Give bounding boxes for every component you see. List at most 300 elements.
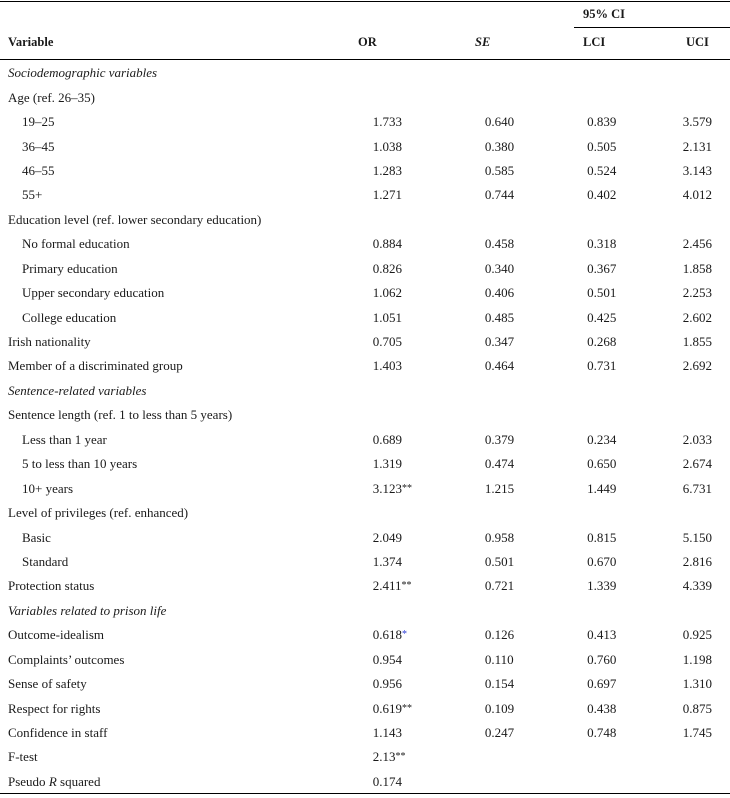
table-row (0, 745, 730, 769)
se-cell (485, 721, 587, 745)
or-value: 2.411 (372, 578, 402, 594)
variable-label: Confidence in staff (8, 725, 108, 741)
table-row (0, 623, 730, 647)
or-cell (373, 721, 485, 745)
se-cell (485, 599, 587, 623)
uci-cell (683, 696, 730, 720)
se-value: 0.585 (484, 162, 515, 178)
lci-cell (587, 525, 683, 549)
section-header-row (0, 61, 730, 85)
se-cell (485, 574, 587, 598)
table-row (0, 281, 730, 305)
se-value: 0.464 (484, 358, 515, 374)
uci-value: 3.579 (682, 114, 712, 130)
or-value: 0.618 (372, 627, 402, 643)
variable-label: No formal education (22, 236, 130, 252)
se-value: 0.744 (484, 187, 515, 203)
variable-label: Sentence length (ref. 1 to less than 5 years) (8, 407, 233, 423)
or-cell (373, 501, 485, 525)
lci-cell (587, 379, 683, 403)
variable-cell (0, 110, 373, 134)
or-value: 2.13 (372, 749, 396, 765)
or-value: 0.954 (372, 651, 402, 667)
uci-value: 1.858 (682, 260, 712, 276)
uci-column-header: UCI (686, 35, 709, 49)
group-header-row (0, 85, 730, 109)
lci-value: 0.505 (587, 138, 617, 154)
uci-value: 2.033 (682, 431, 712, 447)
table-row (0, 183, 730, 207)
uci-cell (683, 770, 730, 794)
or-cell (373, 281, 485, 305)
variable-label: Sentence-related variables (8, 382, 147, 398)
or-value: 0.689 (372, 431, 402, 447)
lci-value: 0.815 (587, 529, 617, 545)
variable-label: Outcome-idealism (8, 627, 105, 643)
variable-cell (0, 232, 373, 256)
uci-cell (683, 354, 730, 378)
variable-cell (0, 721, 373, 745)
or-value: 0.619 (372, 700, 402, 716)
lci-value: 0.268 (587, 334, 617, 350)
significance-marker: ** (401, 702, 412, 714)
uci-cell (683, 525, 730, 549)
or-cell (373, 305, 485, 329)
se-value: 0.721 (484, 578, 515, 594)
variable-label: Pseudo R squared (8, 773, 101, 789)
variable-label: Irish nationality (8, 334, 91, 350)
variable-label: Respect for rights (8, 700, 101, 716)
uci-value: 2.602 (682, 309, 712, 325)
header-rule (0, 59, 730, 60)
se-cell (485, 85, 587, 109)
or-cell (373, 134, 485, 158)
uci-value: 4.339 (682, 578, 712, 594)
se-value: 0.501 (484, 553, 515, 569)
or-cell (373, 696, 485, 720)
or-cell (373, 403, 485, 427)
or-value: 0.826 (372, 260, 402, 276)
lci-value: 0.367 (587, 260, 617, 276)
uci-cell (683, 257, 730, 281)
table-row (0, 257, 730, 281)
table-row (0, 354, 730, 378)
variable-label: 19–25 (22, 114, 55, 130)
se-cell (485, 257, 587, 281)
uci-cell (683, 110, 730, 134)
table-row (0, 696, 730, 720)
lci-cell (587, 330, 683, 354)
se-value: 0.110 (484, 651, 514, 667)
variable-label: 55+ (22, 187, 43, 203)
or-value: 1.403 (372, 358, 402, 374)
variable-label: Age (ref. 26–35) (8, 89, 95, 105)
or-cell (373, 525, 485, 549)
or-cell (373, 476, 485, 500)
or-cell (373, 550, 485, 574)
or-value: 1.283 (372, 162, 402, 178)
uci-value: 6.731 (682, 480, 712, 496)
lci-value: 0.402 (587, 187, 617, 203)
variable-cell (0, 648, 373, 672)
variable-label: Complaints’ outcomes (8, 651, 125, 667)
variable-label: Less than 1 year (22, 431, 107, 447)
or-value: 0.956 (372, 676, 402, 692)
variable-cell (0, 770, 373, 794)
se-value: 0.640 (484, 114, 515, 130)
variable-label: 36–45 (22, 138, 55, 154)
se-value: 0.485 (484, 309, 515, 325)
or-cell (373, 61, 485, 85)
uci-cell (683, 379, 730, 403)
lci-cell (587, 85, 683, 109)
se-value: 0.958 (484, 529, 515, 545)
lci-cell (587, 721, 683, 745)
or-cell (373, 354, 485, 378)
uci-cell (683, 330, 730, 354)
uci-value: 1.310 (682, 676, 712, 692)
variable-cell (0, 476, 373, 500)
variable-label: Protection status (8, 578, 95, 594)
significance-marker: * (401, 629, 407, 641)
se-value: 0.406 (484, 285, 515, 301)
variable-label: Member of a discriminated group (8, 358, 183, 374)
or-cell (373, 648, 485, 672)
uci-value: 1.855 (682, 334, 712, 350)
variable-cell (0, 281, 373, 305)
uci-cell (683, 183, 730, 207)
variable-label: 46–55 (22, 162, 55, 178)
lci-cell (587, 257, 683, 281)
significance-marker: ** (395, 751, 406, 763)
uci-value: 2.131 (682, 138, 712, 154)
uci-cell (683, 452, 730, 476)
variable-cell (0, 208, 373, 232)
lci-cell (587, 599, 683, 623)
table-body (0, 61, 730, 794)
lci-value: 0.318 (587, 236, 617, 252)
se-cell (485, 379, 587, 403)
lci-value: 0.425 (587, 309, 617, 325)
lci-value: 0.748 (587, 725, 617, 741)
uci-value: 2.692 (682, 358, 712, 374)
se-cell (485, 305, 587, 329)
or-cell (373, 770, 485, 794)
lci-cell (587, 745, 683, 769)
or-cell (373, 85, 485, 109)
se-value: 0.247 (484, 725, 515, 741)
se-value: 0.379 (484, 431, 515, 447)
table-row (0, 452, 730, 476)
se-cell (485, 452, 587, 476)
group-header-row (0, 501, 730, 525)
variable-label: Variables related to prison life (8, 602, 167, 618)
lci-cell (587, 672, 683, 696)
se-cell (485, 110, 587, 134)
uci-cell (683, 403, 730, 427)
uci-value: 2.456 (682, 236, 712, 252)
table-row (0, 330, 730, 354)
or-cell (373, 183, 485, 207)
variable-cell (0, 550, 373, 574)
se-cell (485, 623, 587, 647)
uci-value: 0.925 (682, 627, 712, 643)
table-row (0, 305, 730, 329)
variable-label: Standard (22, 553, 69, 569)
variable-cell (0, 159, 373, 183)
uci-cell (683, 159, 730, 183)
se-value: 0.347 (484, 334, 515, 350)
or-column-header: OR (358, 35, 377, 49)
variable-cell (0, 672, 373, 696)
group-header-row (0, 208, 730, 232)
uci-value: 2.674 (682, 456, 712, 472)
or-cell (373, 672, 485, 696)
table-row (0, 672, 730, 696)
uci-cell (683, 281, 730, 305)
variable-cell (0, 574, 373, 598)
table-row (0, 232, 730, 256)
variable-label: Primary education (22, 260, 118, 276)
lci-column-header: LCI (583, 35, 606, 49)
or-value: 1.051 (372, 309, 402, 325)
variable-cell (0, 525, 373, 549)
or-value: 1.143 (372, 725, 402, 741)
variable-cell (0, 85, 373, 109)
or-cell (373, 452, 485, 476)
se-cell (485, 745, 587, 769)
uci-value: 3.143 (682, 162, 712, 178)
se-cell (485, 354, 587, 378)
ci-group-header: 95% CI (583, 7, 626, 21)
se-cell (485, 403, 587, 427)
lci-cell (587, 134, 683, 158)
lci-cell (587, 696, 683, 720)
se-cell (485, 648, 587, 672)
or-cell (373, 428, 485, 452)
lci-value: 0.524 (587, 162, 617, 178)
uci-cell (683, 550, 730, 574)
uci-value: 4.012 (682, 187, 712, 203)
se-cell (485, 281, 587, 305)
se-cell (485, 476, 587, 500)
variable-cell (0, 696, 373, 720)
se-value: 0.458 (484, 236, 515, 252)
table-row (0, 721, 730, 745)
table-row (0, 159, 730, 183)
uci-value: 1.198 (682, 651, 712, 667)
se-cell (485, 696, 587, 720)
group-header-row (0, 403, 730, 427)
table-row (0, 525, 730, 549)
lci-value: 0.760 (587, 651, 617, 667)
se-cell (485, 770, 587, 794)
variable-label: Upper secondary education (22, 285, 165, 301)
or-cell (373, 208, 485, 232)
variable-label: Level of privileges (ref. enhanced) (8, 505, 189, 521)
table-row (0, 550, 730, 574)
variable-cell (0, 403, 373, 427)
or-value: 1.271 (372, 187, 402, 203)
or-value: 0.705 (372, 334, 402, 350)
uci-cell (683, 574, 730, 598)
lci-value: 0.438 (587, 700, 617, 716)
uci-value: 5.150 (682, 529, 712, 545)
ci-group-rule (574, 27, 730, 28)
lci-cell (587, 623, 683, 647)
uci-cell (683, 623, 730, 647)
se-value: 0.126 (484, 627, 515, 643)
lci-cell (587, 159, 683, 183)
se-value: 0.380 (484, 138, 515, 154)
variable-cell (0, 428, 373, 452)
se-cell (485, 183, 587, 207)
lci-value: 1.339 (587, 578, 617, 594)
variable-column-header: Variable (8, 35, 54, 49)
lci-cell (587, 61, 683, 85)
or-cell (373, 232, 485, 256)
table-row (0, 134, 730, 158)
uci-cell (683, 428, 730, 452)
variable-label: Education level (ref. lower secondary education) (8, 211, 262, 227)
uci-cell (683, 85, 730, 109)
variable-cell (0, 379, 373, 403)
lci-cell (587, 281, 683, 305)
variable-cell (0, 134, 373, 158)
significance-marker: ** (401, 482, 412, 494)
se-cell (485, 672, 587, 696)
se-cell (485, 550, 587, 574)
lci-value: 0.697 (587, 676, 617, 692)
uci-cell (683, 305, 730, 329)
lci-value: 0.234 (587, 431, 617, 447)
lci-value: 0.670 (587, 553, 617, 569)
variable-cell (0, 354, 373, 378)
or-value: 1.374 (372, 553, 402, 569)
lci-cell (587, 428, 683, 452)
se-cell (485, 501, 587, 525)
uci-cell (683, 476, 730, 500)
table-row (0, 110, 730, 134)
lci-cell (587, 550, 683, 574)
or-cell (373, 330, 485, 354)
lci-value: 0.839 (587, 114, 617, 130)
se-cell (485, 330, 587, 354)
lci-cell (587, 452, 683, 476)
or-value: 1.319 (372, 456, 402, 472)
or-value: 0.884 (372, 236, 402, 252)
lci-cell (587, 476, 683, 500)
or-value: 0.174 (372, 773, 402, 789)
lci-value: 0.413 (587, 627, 617, 643)
se-value: 0.340 (484, 260, 515, 276)
or-cell (373, 110, 485, 134)
variable-cell (0, 452, 373, 476)
se-cell (485, 159, 587, 183)
variable-cell (0, 623, 373, 647)
or-value: 1.038 (372, 138, 402, 154)
or-cell (373, 599, 485, 623)
or-cell (373, 574, 485, 598)
lci-cell (587, 403, 683, 427)
variable-label: 5 to less than 10 years (22, 456, 138, 472)
variable-cell (0, 330, 373, 354)
se-cell (485, 61, 587, 85)
lci-value: 1.449 (587, 480, 617, 496)
variable-label: Sociodemographic variables (8, 65, 158, 81)
or-cell (373, 745, 485, 769)
variable-label: F-test (8, 749, 38, 765)
variable-cell (0, 257, 373, 281)
table-row (0, 428, 730, 452)
section-header-row (0, 599, 730, 623)
or-value: 2.049 (372, 529, 402, 545)
variable-cell (0, 183, 373, 207)
table-top-rule (0, 1, 730, 2)
uci-cell (683, 232, 730, 256)
or-cell (373, 623, 485, 647)
se-value: 1.215 (484, 480, 515, 496)
se-cell (485, 208, 587, 232)
lci-cell (587, 501, 683, 525)
variable-cell (0, 61, 373, 85)
lci-value: 0.501 (587, 285, 617, 301)
variable-label: 10+ years (22, 480, 74, 496)
or-value: 1.733 (372, 114, 402, 130)
uci-cell (683, 134, 730, 158)
uci-cell (683, 672, 730, 696)
variable-cell (0, 745, 373, 769)
table-bottom-rule (0, 793, 730, 794)
or-cell (373, 379, 485, 403)
table-row (0, 770, 730, 794)
se-column-header: SE (475, 35, 491, 49)
or-value: 3.123 (372, 480, 402, 496)
table-row (0, 574, 730, 598)
se-cell (485, 428, 587, 452)
or-cell (373, 257, 485, 281)
uci-cell (683, 648, 730, 672)
section-header-row (0, 379, 730, 403)
lci-cell (587, 183, 683, 207)
or-cell (373, 159, 485, 183)
uci-value: 2.816 (682, 553, 712, 569)
lci-cell (587, 648, 683, 672)
table-row (0, 476, 730, 500)
table-row (0, 648, 730, 672)
se-value: 0.109 (484, 700, 515, 716)
variable-label: Basic (22, 529, 51, 545)
lci-value: 0.650 (587, 456, 617, 472)
uci-cell (683, 501, 730, 525)
lci-cell (587, 354, 683, 378)
lci-cell (587, 770, 683, 794)
variable-label: Sense of safety (8, 676, 87, 692)
se-cell (485, 134, 587, 158)
variable-cell (0, 501, 373, 525)
se-value: 0.154 (484, 676, 515, 692)
variable-cell (0, 599, 373, 623)
uci-value: 2.253 (682, 285, 712, 301)
uci-cell (683, 208, 730, 232)
lci-value: 0.731 (587, 358, 617, 374)
lci-cell (587, 110, 683, 134)
variable-label: College education (22, 309, 117, 325)
lci-cell (587, 574, 683, 598)
significance-marker: ** (401, 580, 412, 592)
uci-cell (683, 599, 730, 623)
uci-cell (683, 745, 730, 769)
